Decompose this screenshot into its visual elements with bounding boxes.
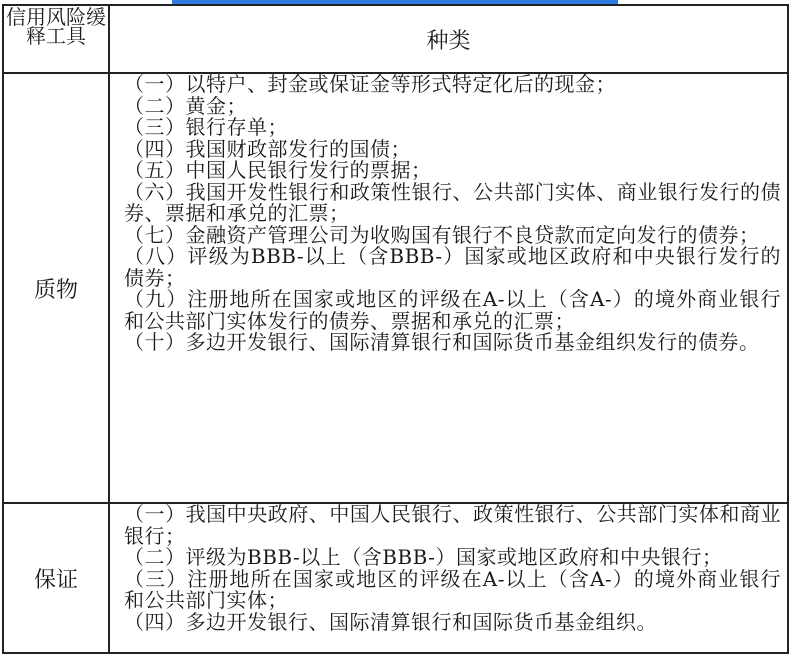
header-category: 种类 (109, 5, 788, 73)
table-header-row (3, 5, 788, 73)
table-row-pledge (3, 73, 788, 503)
credit-risk-mitigation-table (2, 4, 789, 654)
list-item: （二）评级为BBB-以上（含BBB-）国家或地区政府和中央银行； (124, 545, 723, 569)
list-item: （九）注册地所在国家或地区的评级在A-以上（含A-）的境外商业银行和公共部门实体发行的债券、票据和承兑的汇票； (124, 287, 781, 333)
pledge-item-list (110, 74, 787, 354)
list-item: （五）中国人民银行发行的票据； (124, 158, 432, 182)
list-item: （二）黄金； (124, 93, 247, 118)
guarantee-item-list (110, 504, 787, 633)
list-item: （三）注册地所在国家或地区的评级在A-以上（含A-）的境外商业银行和公共部门实体； (124, 566, 781, 612)
list-item: （一）以特户、封金或保证金等形式特定化后的现金； (124, 72, 616, 96)
guarantee-items-cell (109, 503, 788, 653)
list-item: （十）多边开发银行、国际清算银行和国际货币基金组织发行的债券。 (124, 330, 760, 354)
list-item: （四）我国财政部发行的国债； (124, 136, 411, 161)
pledge-items-cell (109, 73, 788, 503)
table-row-guarantee (3, 503, 788, 653)
list-item: （八）评级为BBB-以上（含BBB-）国家或地区政府和中央银行发行的债券； (124, 244, 781, 290)
list-item: （一）我国中央政府、中国人民银行、政策性银行、公共部门实体和商业银行； (124, 502, 781, 548)
row-label-pledge: 质物 (3, 73, 109, 503)
row-label-guarantee: 保证 (3, 503, 109, 653)
list-item: （四）多边开发银行、国际清算银行和国际货币基金组织。 (124, 609, 657, 634)
list-item: （七）金融资产管理公司为收购国有银行不良贷款而定向发行的债券； (124, 222, 760, 247)
header-tool-type: 信用风险缓释工具 (3, 5, 109, 73)
list-item: （三）银行存单； (124, 115, 288, 139)
list-item: （六）我国开发性银行和政策性银行、公共部门实体、商业银行发行的债券、票据和承兑的汇票； (124, 179, 781, 225)
